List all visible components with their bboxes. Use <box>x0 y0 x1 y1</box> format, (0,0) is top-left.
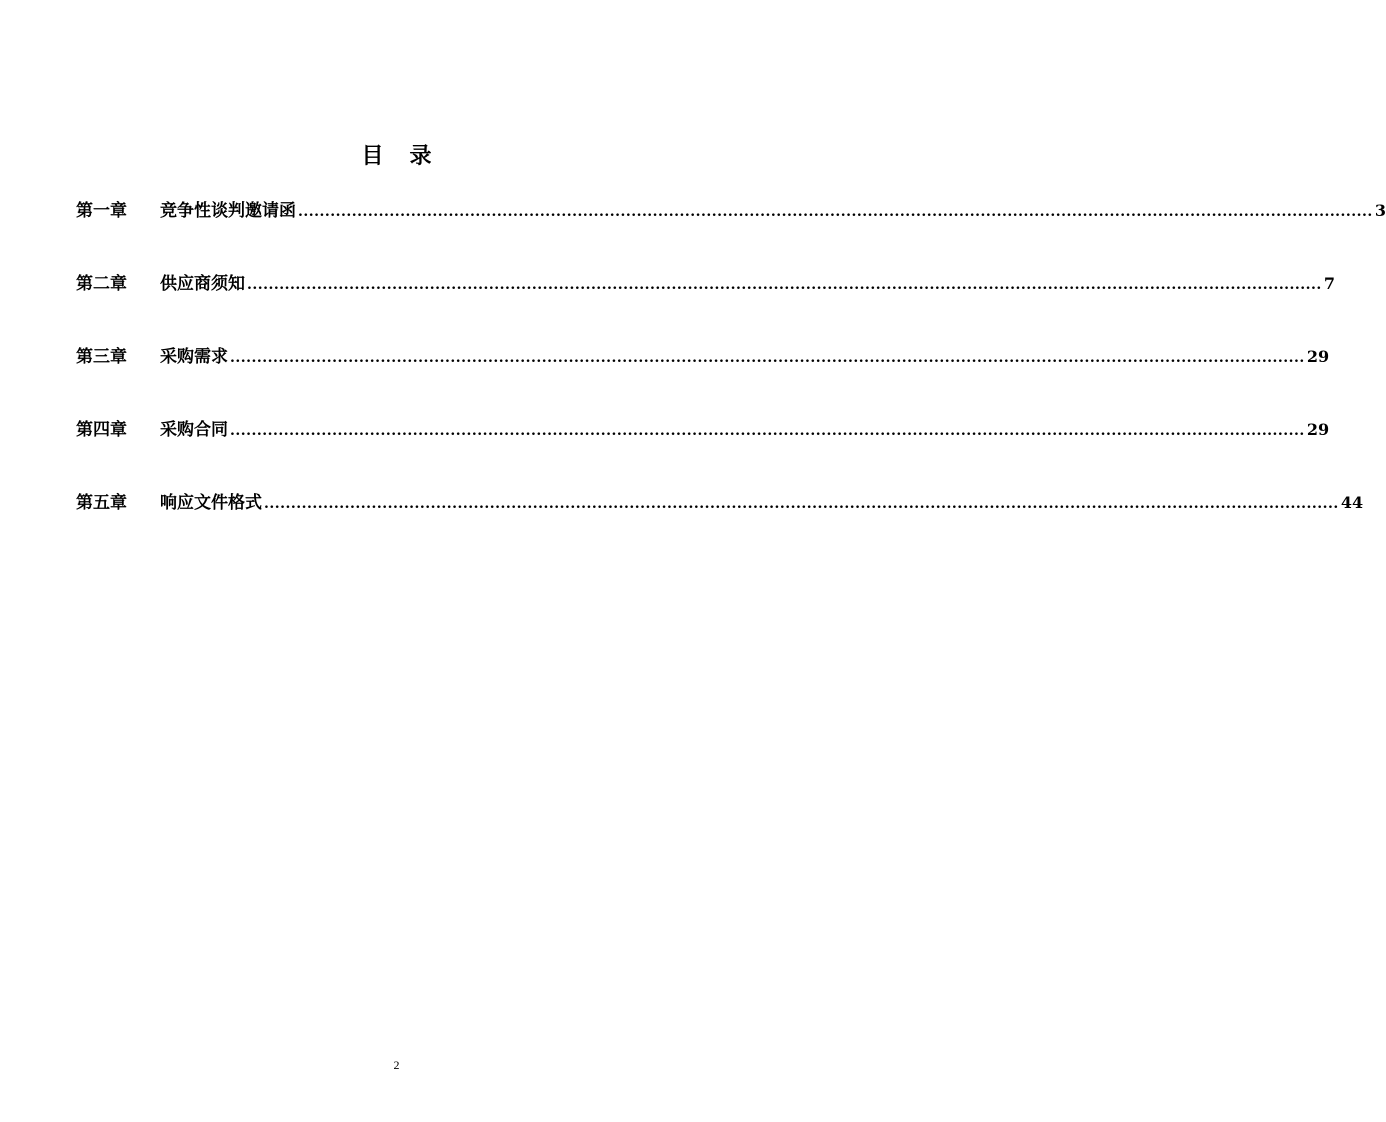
toc-entry-2[interactable] <box>76 269 1335 299</box>
toc-chapter-name: 竞争性谈判邀请函 <box>160 201 296 221</box>
toc-entry-1[interactable] <box>76 196 1386 226</box>
toc-chapter-label: 第二章 <box>76 274 127 294</box>
toc-chapter-label: 第一章 <box>76 201 127 221</box>
toc-page-number: 29 <box>1306 420 1330 439</box>
toc-chapter-label: 第四章 <box>76 420 127 440</box>
toc-page-number: 29 <box>1306 347 1330 366</box>
toc-chapter-name: 响应文件格式 <box>160 493 262 513</box>
page-title: 目录 <box>361 144 458 169</box>
toc-chapter-name: 供应商须知 <box>160 274 245 294</box>
toc-dot-leader: ........................................................................................................................................................................................................ <box>247 277 1322 293</box>
toc-page-number: 44 <box>1340 493 1364 512</box>
toc-page-number: 7 <box>1323 274 1335 293</box>
toc-chapter-name: 采购合同 <box>160 420 228 440</box>
toc-entry-5[interactable] <box>76 488 1364 518</box>
page-number: 2 <box>393 1058 400 1072</box>
table-of-contents <box>76 196 1386 561</box>
toc-chapter-name: 采购需求 <box>160 347 228 367</box>
toc-dot-leader: ........................................................................................................................................................................................................ <box>230 350 1305 366</box>
toc-entry-4[interactable] <box>76 415 1330 445</box>
toc-page-number: 3 <box>1374 201 1386 220</box>
toc-chapter-label: 第五章 <box>76 493 127 513</box>
toc-dot-leader: ........................................................................................................................................................................................................ <box>298 204 1373 220</box>
toc-dot-leader: ........................................................................................................................................................................................................ <box>264 496 1339 512</box>
toc-entry-3[interactable] <box>76 342 1330 372</box>
toc-chapter-label: 第三章 <box>76 347 127 367</box>
toc-dot-leader: ........................................................................................................................................................................................................ <box>230 423 1305 439</box>
